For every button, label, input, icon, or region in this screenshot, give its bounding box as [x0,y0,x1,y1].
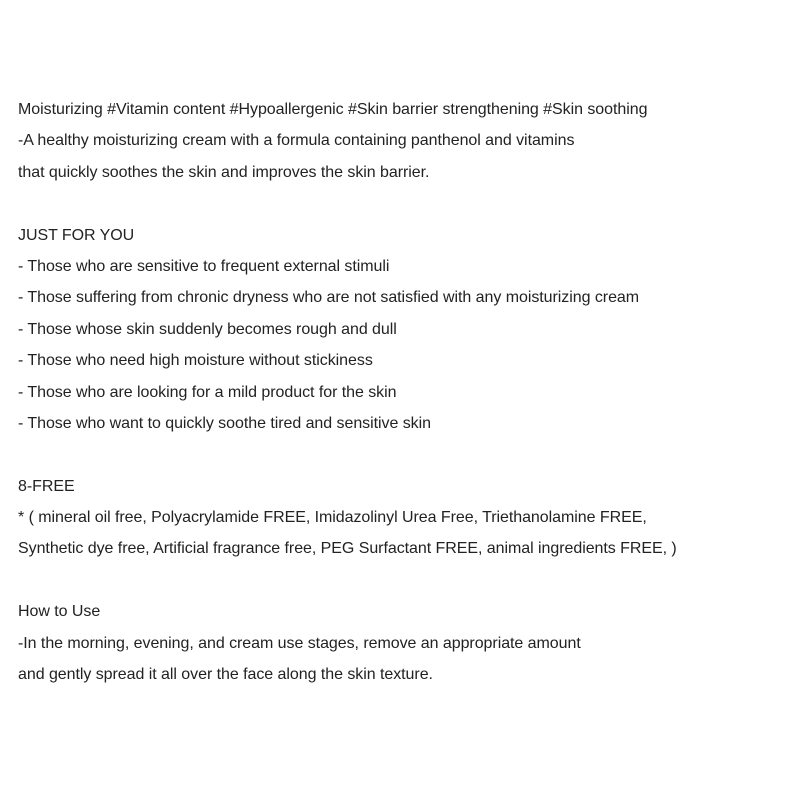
product-description [18,94,794,690]
how-to-use-line-1: -In the morning, evening, and cream use stages, remove an appropriate amount [18,634,581,652]
free-from-section [18,471,794,565]
list-item: - Those who want to quickly soothe tired and sensitive skin [18,414,431,432]
list-item: - Those whose skin suddenly becomes rough and dull [18,320,397,338]
how-to-use-heading: How to Use [18,603,101,621]
how-to-use-section [18,596,794,690]
list-item: - Those suffering from chronic dryness who are not satisfied with any moisturizing cream [18,289,640,307]
free-from-list-line-2: Synthetic dye free, Artificial fragrance free, PEG Surfactant FREE, animal ingredients FREE, ) [18,540,677,558]
intro-section [18,94,794,188]
just-for-you-section [18,220,794,440]
hashtag-line: Moisturizing #Vitamin content #Hypoallergenic #Skin barrier strengthening #Skin soothing [18,101,648,118]
section-spacer [18,188,794,219]
list-item: - Those who need high moisture without stickiness [18,352,373,370]
list-item: - Those who are sensitive to frequent external stimuli [18,257,390,275]
section-spacer [18,565,794,596]
list-item: - Those who are looking for a mild product for the skin [18,383,397,401]
how-to-use-line-2: and gently spread it all over the face along the skin texture. [18,666,433,684]
section-spacer [18,439,794,470]
free-from-list-line-1: * ( mineral oil free, Polyacrylamide FREE, Imidazolinyl Urea Free, Triethanolamine FREE, [18,509,647,527]
intro-description-line-2: that quickly soothes the skin and improves the skin barrier. [18,163,430,181]
free-from-heading: 8-FREE [18,477,75,495]
just-for-you-heading: JUST FOR YOU [18,226,135,244]
intro-description-line-1: -A healthy moisturizing cream with a formula containing panthenol and vitamins [18,132,575,150]
